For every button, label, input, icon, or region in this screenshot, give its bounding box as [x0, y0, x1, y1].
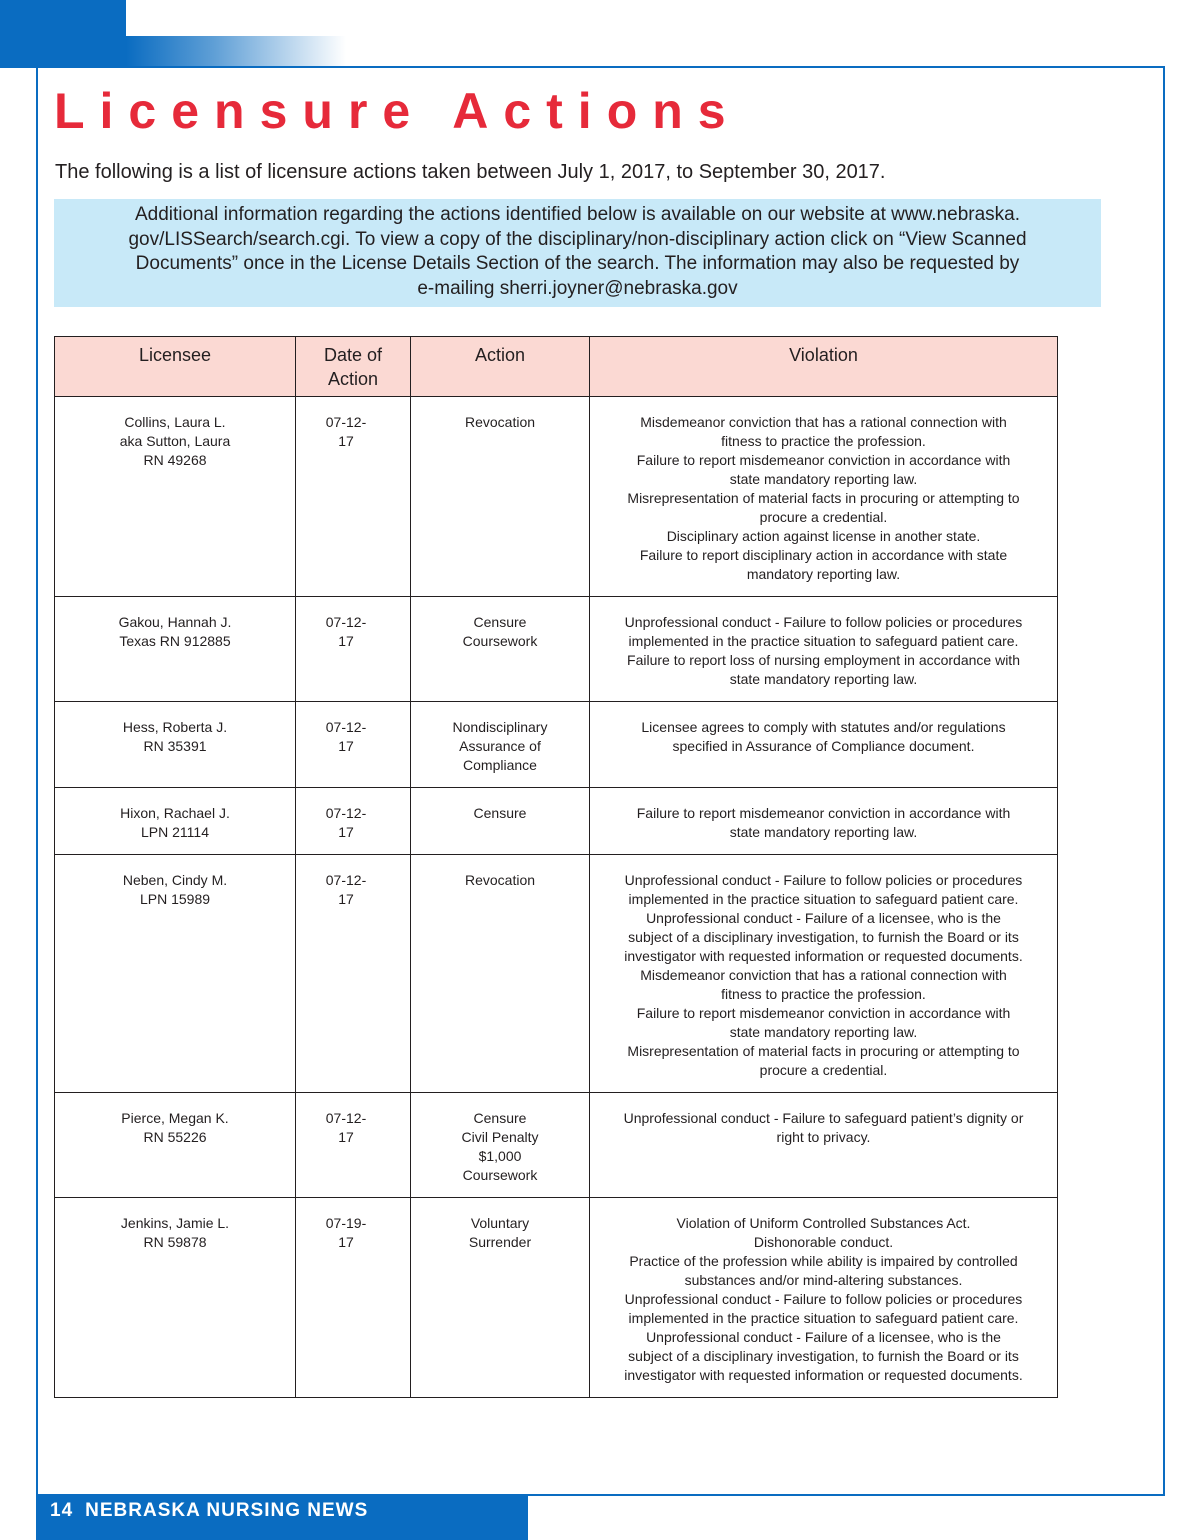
violation-line: Misrepresentation of material facts in procuring or attempting to: [627, 1043, 1020, 1059]
header-licensee: Licensee: [55, 337, 296, 397]
info-line: e-mailing sherri.joyner@nebraska.gov: [417, 277, 738, 299]
violation-line: mandatory reporting law.: [746, 566, 901, 582]
violation-line: substances and/or mind-altering substances.: [684, 1272, 963, 1288]
action-line: $1,000: [478, 1148, 522, 1164]
date-line: 07-12-: [325, 805, 367, 821]
licensee-cell: [55, 1198, 296, 1398]
violation-line: Unprofessional conduct - Failure to follow policies or procedures: [624, 872, 1023, 888]
action-line: Assurance of: [459, 738, 541, 754]
table-header-row: [55, 337, 1058, 397]
action-cell: [411, 702, 590, 788]
date-line: 07-12-: [325, 414, 367, 430]
violation-line: Dishonorable conduct.: [753, 1234, 894, 1250]
licensee-cell: [55, 855, 296, 1093]
licensee-line: RN 49268: [143, 452, 207, 468]
action-line: Revocation: [464, 414, 536, 430]
violation-line: Misrepresentation of material facts in procuring or attempting to: [627, 490, 1020, 506]
violation-line: Disciplinary action against license in another state.: [666, 528, 981, 544]
info-box: [54, 199, 1101, 307]
licensee-line: RN 55226: [143, 1129, 207, 1145]
date-cell: [296, 397, 411, 597]
licensee-line: LPN 21114: [141, 824, 209, 840]
licensee-line: Jenkins, Jamie L.: [120, 1215, 230, 1231]
info-line: gov/LISSearch/search.cgi. To view a copy of the disciplinary/non-disciplinary action click on “View Scanned: [128, 228, 1027, 250]
action-line: Revocation: [464, 872, 536, 888]
licensee-cell: [55, 397, 296, 597]
date-line: 07-12-: [325, 1110, 367, 1126]
violation-line: subject of a disciplinary investigation, to furnish the Board or its: [628, 929, 1019, 945]
violation-line: Failure to report disciplinary action in accordance with state: [639, 547, 1008, 563]
violation-line: Unprofessional conduct - Failure to safeguard patient’s dignity or: [623, 1110, 1024, 1126]
violation-line: right to privacy.: [776, 1129, 871, 1145]
date-line: 17: [338, 1129, 354, 1145]
violation-line: Unprofessional conduct - Failure of a licensee, who is the: [646, 910, 1001, 926]
licensee-line: LPN 15989: [139, 891, 211, 907]
licensee-line: aka Sutton, Laura: [119, 433, 231, 449]
action-line: Surrender: [468, 1234, 532, 1250]
violation-line: Failure to report loss of nursing employment in accordance with: [627, 652, 1020, 668]
violation-line: Unprofessional conduct - Failure to follow policies or procedures: [624, 614, 1023, 630]
violation-line: Unprofessional conduct - Failure to follow policies or procedures: [624, 1291, 1023, 1307]
table-row: [55, 788, 1058, 855]
action-cell: [411, 855, 590, 1093]
page-frame-right: [1163, 66, 1165, 1496]
page-number: 14: [50, 1500, 74, 1521]
header-violation: Violation: [590, 337, 1058, 397]
table-row: [55, 397, 1058, 597]
date-line: 17: [338, 824, 354, 840]
action-cell: [411, 397, 590, 597]
info-line: Additional information regarding the actions identified below is available on our website at www.nebraska.: [134, 204, 1021, 225]
violation-line: Misdemeanor conviction that has a rational connection with: [640, 414, 1007, 430]
info-line: Documents” once in the License Details Section of the search. The information may also be requested by: [135, 253, 1020, 274]
table-body: [55, 397, 1058, 1398]
licensee-line: Hixon, Rachael J.: [120, 805, 230, 821]
violation-cell: [590, 1093, 1058, 1198]
date-cell: [296, 788, 411, 855]
violation-line: specified in Assurance of Compliance document.: [672, 738, 975, 754]
action-cell: [411, 1093, 590, 1198]
licensure-actions-table: [54, 336, 1058, 1398]
violation-line: subject of a disciplinary investigation, to furnish the Board or its: [628, 1348, 1019, 1364]
violation-line: Failure to report misdemeanor conviction in accordance with: [636, 1005, 1011, 1021]
licensee-cell: [55, 597, 296, 702]
footer-bar: [36, 1494, 528, 1540]
violation-cell: [590, 855, 1058, 1093]
violation-line: Unprofessional conduct - Failure of a licensee, who is the: [646, 1329, 1001, 1345]
licensee-line: RN 59878: [143, 1234, 207, 1250]
header-date: [296, 337, 411, 397]
date-line: 07-12-: [325, 719, 367, 735]
header-date-line: Action: [327, 369, 379, 389]
header-date-line: Date of: [323, 345, 383, 365]
action-cell: [411, 788, 590, 855]
violation-cell: [590, 397, 1058, 597]
violation-line: Failure to report misdemeanor conviction in accordance with: [636, 452, 1011, 468]
table-row: [55, 597, 1058, 702]
page-frame-bottom: [528, 1494, 1165, 1496]
page-frame-top: [36, 66, 1165, 68]
date-line: 17: [338, 891, 354, 907]
violation-line: state mandatory reporting law.: [729, 471, 918, 487]
action-line: Censure: [473, 805, 527, 821]
violation-line: Practice of the profession while ability is impaired by controlled: [629, 1253, 1018, 1269]
licensee-line: RN 35391: [143, 738, 207, 754]
violation-line: investigator with requested information or requested documents.: [624, 948, 1023, 964]
date-line: 17: [338, 738, 354, 754]
violation-line: implemented in the practice situation to safeguard patient care.: [628, 1310, 1019, 1326]
licensee-cell: [55, 788, 296, 855]
violation-line: procure a credential.: [759, 1062, 888, 1078]
violation-line: fitness to practice the profession.: [721, 433, 926, 449]
action-line: Censure: [473, 1110, 527, 1126]
date-cell: [296, 855, 411, 1093]
licensee-line: Gakou, Hannah J.: [118, 614, 232, 630]
violation-line: state mandatory reporting law.: [729, 1024, 918, 1040]
licensee-line: Hess, Roberta J.: [122, 719, 228, 735]
action-line: Coursework: [462, 1167, 538, 1183]
date-line: 17: [338, 1234, 354, 1250]
page-title: Licensure Actions: [54, 83, 741, 139]
violation-line: Licensee agrees to comply with statutes and/or regulations: [641, 719, 1006, 735]
violation-cell: [590, 788, 1058, 855]
intro-text: The following is a list of licensure actions taken between July 1, 2017, to September 30, 2017.: [55, 161, 886, 183]
action-line: Censure: [473, 614, 527, 630]
licensee-line: Neben, Cindy M.: [122, 872, 228, 888]
action-cell: [411, 1198, 590, 1398]
licensee-line: Texas RN 912885: [119, 633, 231, 649]
header-action: Action: [411, 337, 590, 397]
date-line: 07-19-: [325, 1215, 367, 1231]
date-cell: [296, 1093, 411, 1198]
action-cell: [411, 597, 590, 702]
violation-line: investigator with requested information or requested documents.: [624, 1367, 1023, 1383]
violation-line: Failure to report misdemeanor conviction in accordance with: [636, 805, 1011, 821]
table-row: [55, 855, 1058, 1093]
date-cell: [296, 597, 411, 702]
action-line: Civil Penalty: [461, 1129, 539, 1145]
table-row: [55, 702, 1058, 788]
violation-line: procure a credential.: [759, 509, 888, 525]
licensee-cell: [55, 702, 296, 788]
violation-line: fitness to practice the profession.: [721, 986, 926, 1002]
table-row: [55, 1093, 1058, 1198]
date-line: 17: [338, 433, 354, 449]
action-line: Coursework: [462, 633, 538, 649]
corner-accent-gradient: [126, 36, 346, 68]
licensee-line: Pierce, Megan K.: [121, 1110, 229, 1126]
violation-line: Misdemeanor conviction that has a rational connection with: [640, 967, 1007, 983]
date-line: 07-12-: [325, 614, 367, 630]
date-line: 17: [338, 633, 354, 649]
violation-line: state mandatory reporting law.: [729, 824, 918, 840]
licensee-line: Collins, Laura L.: [124, 414, 226, 430]
violation-line: state mandatory reporting law.: [729, 671, 918, 687]
violation-line: implemented in the practice situation to safeguard patient care.: [628, 891, 1019, 907]
violation-cell: [590, 702, 1058, 788]
violation-cell: [590, 597, 1058, 702]
violation-cell: [590, 1198, 1058, 1398]
action-line: Compliance: [463, 757, 537, 773]
page-frame-left: [36, 66, 38, 1540]
action-line: Nondisciplinary: [452, 719, 548, 735]
date-line: 07-12-: [325, 872, 367, 888]
violation-line: Violation of Uniform Controlled Substances Act.: [676, 1215, 971, 1231]
violation-line: implemented in the practice situation to safeguard patient care.: [628, 633, 1019, 649]
action-line: Voluntary: [470, 1215, 530, 1231]
date-cell: [296, 1198, 411, 1398]
table-row: [55, 1198, 1058, 1398]
publication-name: NEBRASKA NURSING NEWS: [85, 1500, 369, 1521]
date-cell: [296, 702, 411, 788]
corner-accent-block: [0, 0, 126, 68]
licensee-cell: [55, 1093, 296, 1198]
